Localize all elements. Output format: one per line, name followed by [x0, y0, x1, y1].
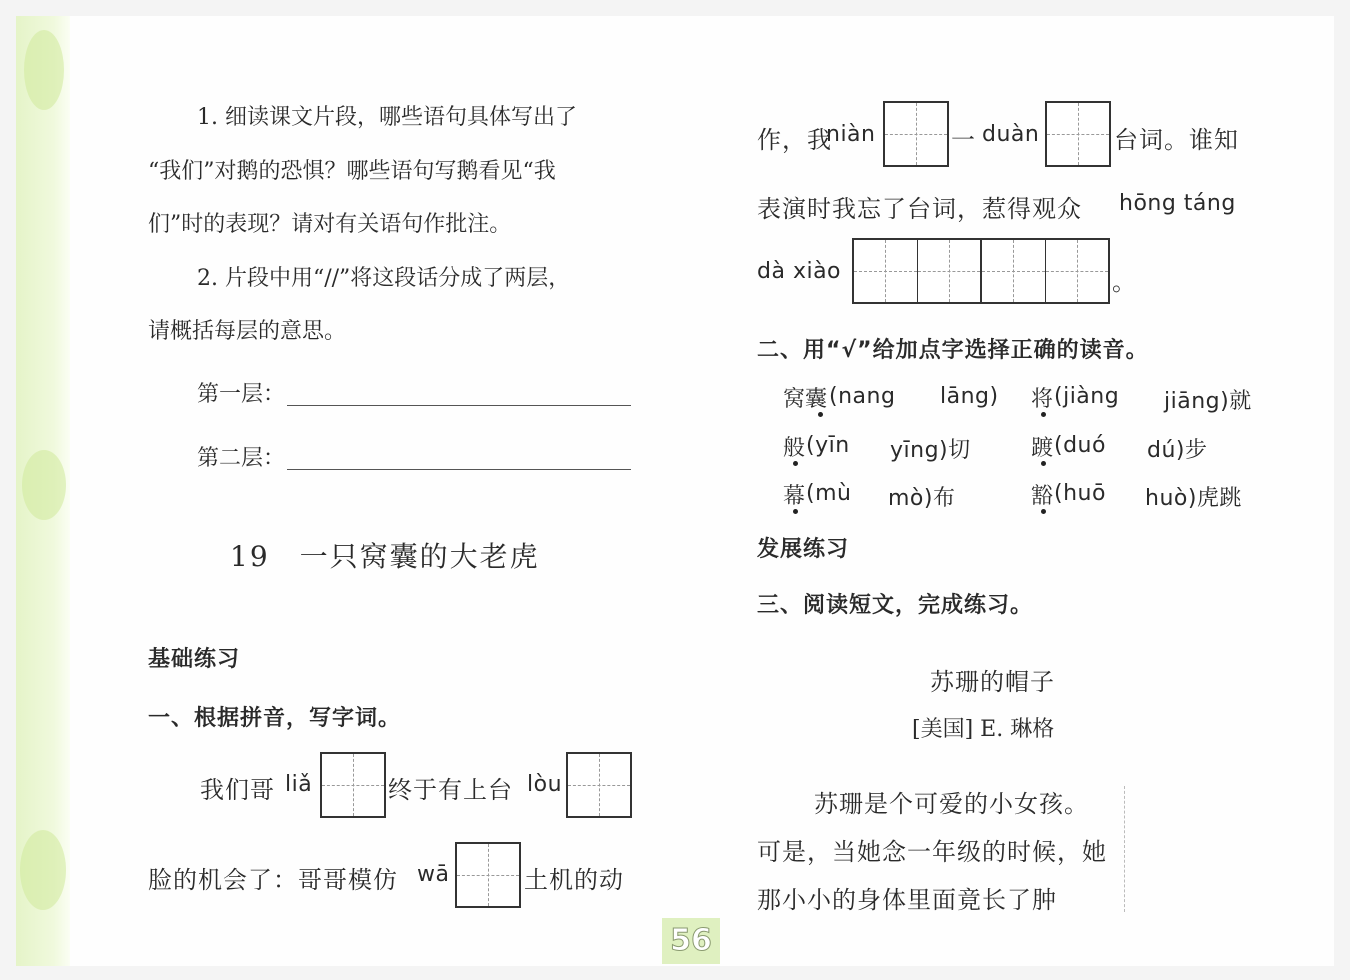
pron-option-1a[interactable]: (nang — [829, 384, 896, 409]
r-line1-c: 台词。谁知 — [1114, 126, 1239, 154]
section-1-heading: 一、根据拼音，写字词。 — [148, 706, 402, 731]
cartoon-animal-decoration — [22, 450, 66, 520]
pron-option-3a[interactable]: (yīn — [806, 433, 850, 458]
answer-box-duan[interactable] — [1045, 101, 1111, 167]
emphasis-dot — [1041, 509, 1046, 514]
s1-text-a: 我们哥 — [200, 776, 275, 804]
s1-text-d: 土机的动 — [524, 866, 624, 894]
story-line3: 那小小的身体里面竟长了肿 — [757, 886, 1057, 914]
answer-grid-daxiao[interactable] — [852, 238, 1110, 304]
page-number: 56 — [662, 918, 720, 964]
pron-option-3b[interactable]: yīng)切 — [890, 438, 971, 463]
emphasis-dot — [1041, 461, 1046, 466]
pron-option-4a[interactable]: (duó — [1054, 433, 1106, 458]
pron-word-3: 般 — [783, 436, 806, 461]
cartoon-tiger-decoration — [20, 830, 66, 910]
r-pinyin-duan: duàn — [982, 122, 1040, 147]
pron-option-1b[interactable]: lāng) — [940, 384, 999, 409]
answer-box-wa[interactable] — [455, 842, 521, 908]
story-title: 苏珊的帽子 — [930, 668, 1055, 696]
story-line2: 可是，当她念一年级的时候，她 — [757, 838, 1107, 866]
answer-box-lia[interactable] — [320, 752, 386, 818]
s1-pinyin-lia: liǎ — [285, 772, 313, 797]
pron-word-2: 将 — [1031, 387, 1054, 412]
section-3-heading: 三、阅读短文，完成练习。 — [757, 593, 1034, 618]
story-line1: 苏珊是个可爱的小女孩。 — [814, 790, 1089, 818]
pron-option-5a[interactable]: (mù — [806, 481, 852, 506]
pron-word-4: 踱 — [1031, 436, 1054, 461]
r-line1-a: 作，我 — [757, 126, 832, 154]
story-author: [美国] E. 琳格 — [912, 717, 1055, 742]
pron-word-1: 窝囊 — [783, 387, 828, 412]
q1-line3: 们”时的表现？请对有关语句作批注。 — [148, 212, 512, 237]
q2-line1: 2. 片段中用“//”将这段话分成了两层， — [197, 266, 571, 291]
s1-text-c: 脸的机会了：哥哥模仿 — [148, 866, 398, 894]
pron-word-5: 幕 — [783, 484, 806, 509]
pron-word-6: 豁 — [1031, 484, 1054, 509]
lesson-title: 19 一只窝囊的大老虎 — [230, 540, 540, 573]
layer2-label: 第二层： — [197, 446, 286, 471]
pron-option-4b[interactable]: dú)步 — [1147, 438, 1208, 463]
cartoon-rabbit-decoration — [24, 30, 64, 110]
emphasis-dot — [1041, 412, 1046, 417]
answer-box-lou[interactable] — [566, 752, 632, 818]
section-2-heading: 二、用“√”给加点字选择正确的读音。 — [757, 338, 1149, 363]
r-line3-end: 。 — [1112, 268, 1137, 296]
basic-practice-heading: 基础练习 — [148, 647, 241, 672]
r-line2-a: 表演时我忘了台词，惹得观众 — [757, 195, 1082, 223]
s1-pinyin-wa: wā — [417, 862, 450, 887]
emphasis-dot — [793, 509, 798, 514]
layer1-answer-line[interactable] — [287, 405, 631, 406]
emphasis-dot — [793, 461, 798, 466]
layer1-label: 第一层： — [197, 382, 286, 407]
layer2-answer-line[interactable] — [287, 469, 631, 470]
q2-line2: 请概括每层的意思。 — [148, 319, 347, 344]
s1-text-b: 终于有上台 — [388, 776, 513, 804]
pron-option-6a[interactable]: (huō — [1054, 481, 1106, 506]
pron-option-2a[interactable]: (jiàng — [1054, 384, 1120, 409]
pron-option-6b[interactable]: huò)虎跳 — [1145, 486, 1242, 511]
r-line1-b: 一 — [951, 126, 976, 154]
r-pinyin-nian: niàn — [826, 122, 876, 147]
development-practice-heading: 发展练习 — [757, 537, 850, 562]
q1-line1: 1. 细读课文片段，哪些语句具体写出了 — [197, 105, 577, 130]
pron-option-2b[interactable]: jiāng)就 — [1164, 389, 1252, 414]
q1-line2: “我们”对鹅的恐惧？哪些语句写鹅看见“我 — [148, 159, 556, 184]
emphasis-dot — [818, 412, 823, 417]
answer-box-nian[interactable] — [883, 101, 949, 167]
r-pinyin-daxiao: dà xiào — [757, 259, 842, 284]
margin-dashed-line — [1124, 786, 1125, 912]
s1-pinyin-lou: lòu — [527, 772, 563, 797]
r-pinyin-hongtang: hōng táng — [1119, 191, 1236, 216]
pron-option-5b[interactable]: mò)布 — [888, 486, 956, 511]
